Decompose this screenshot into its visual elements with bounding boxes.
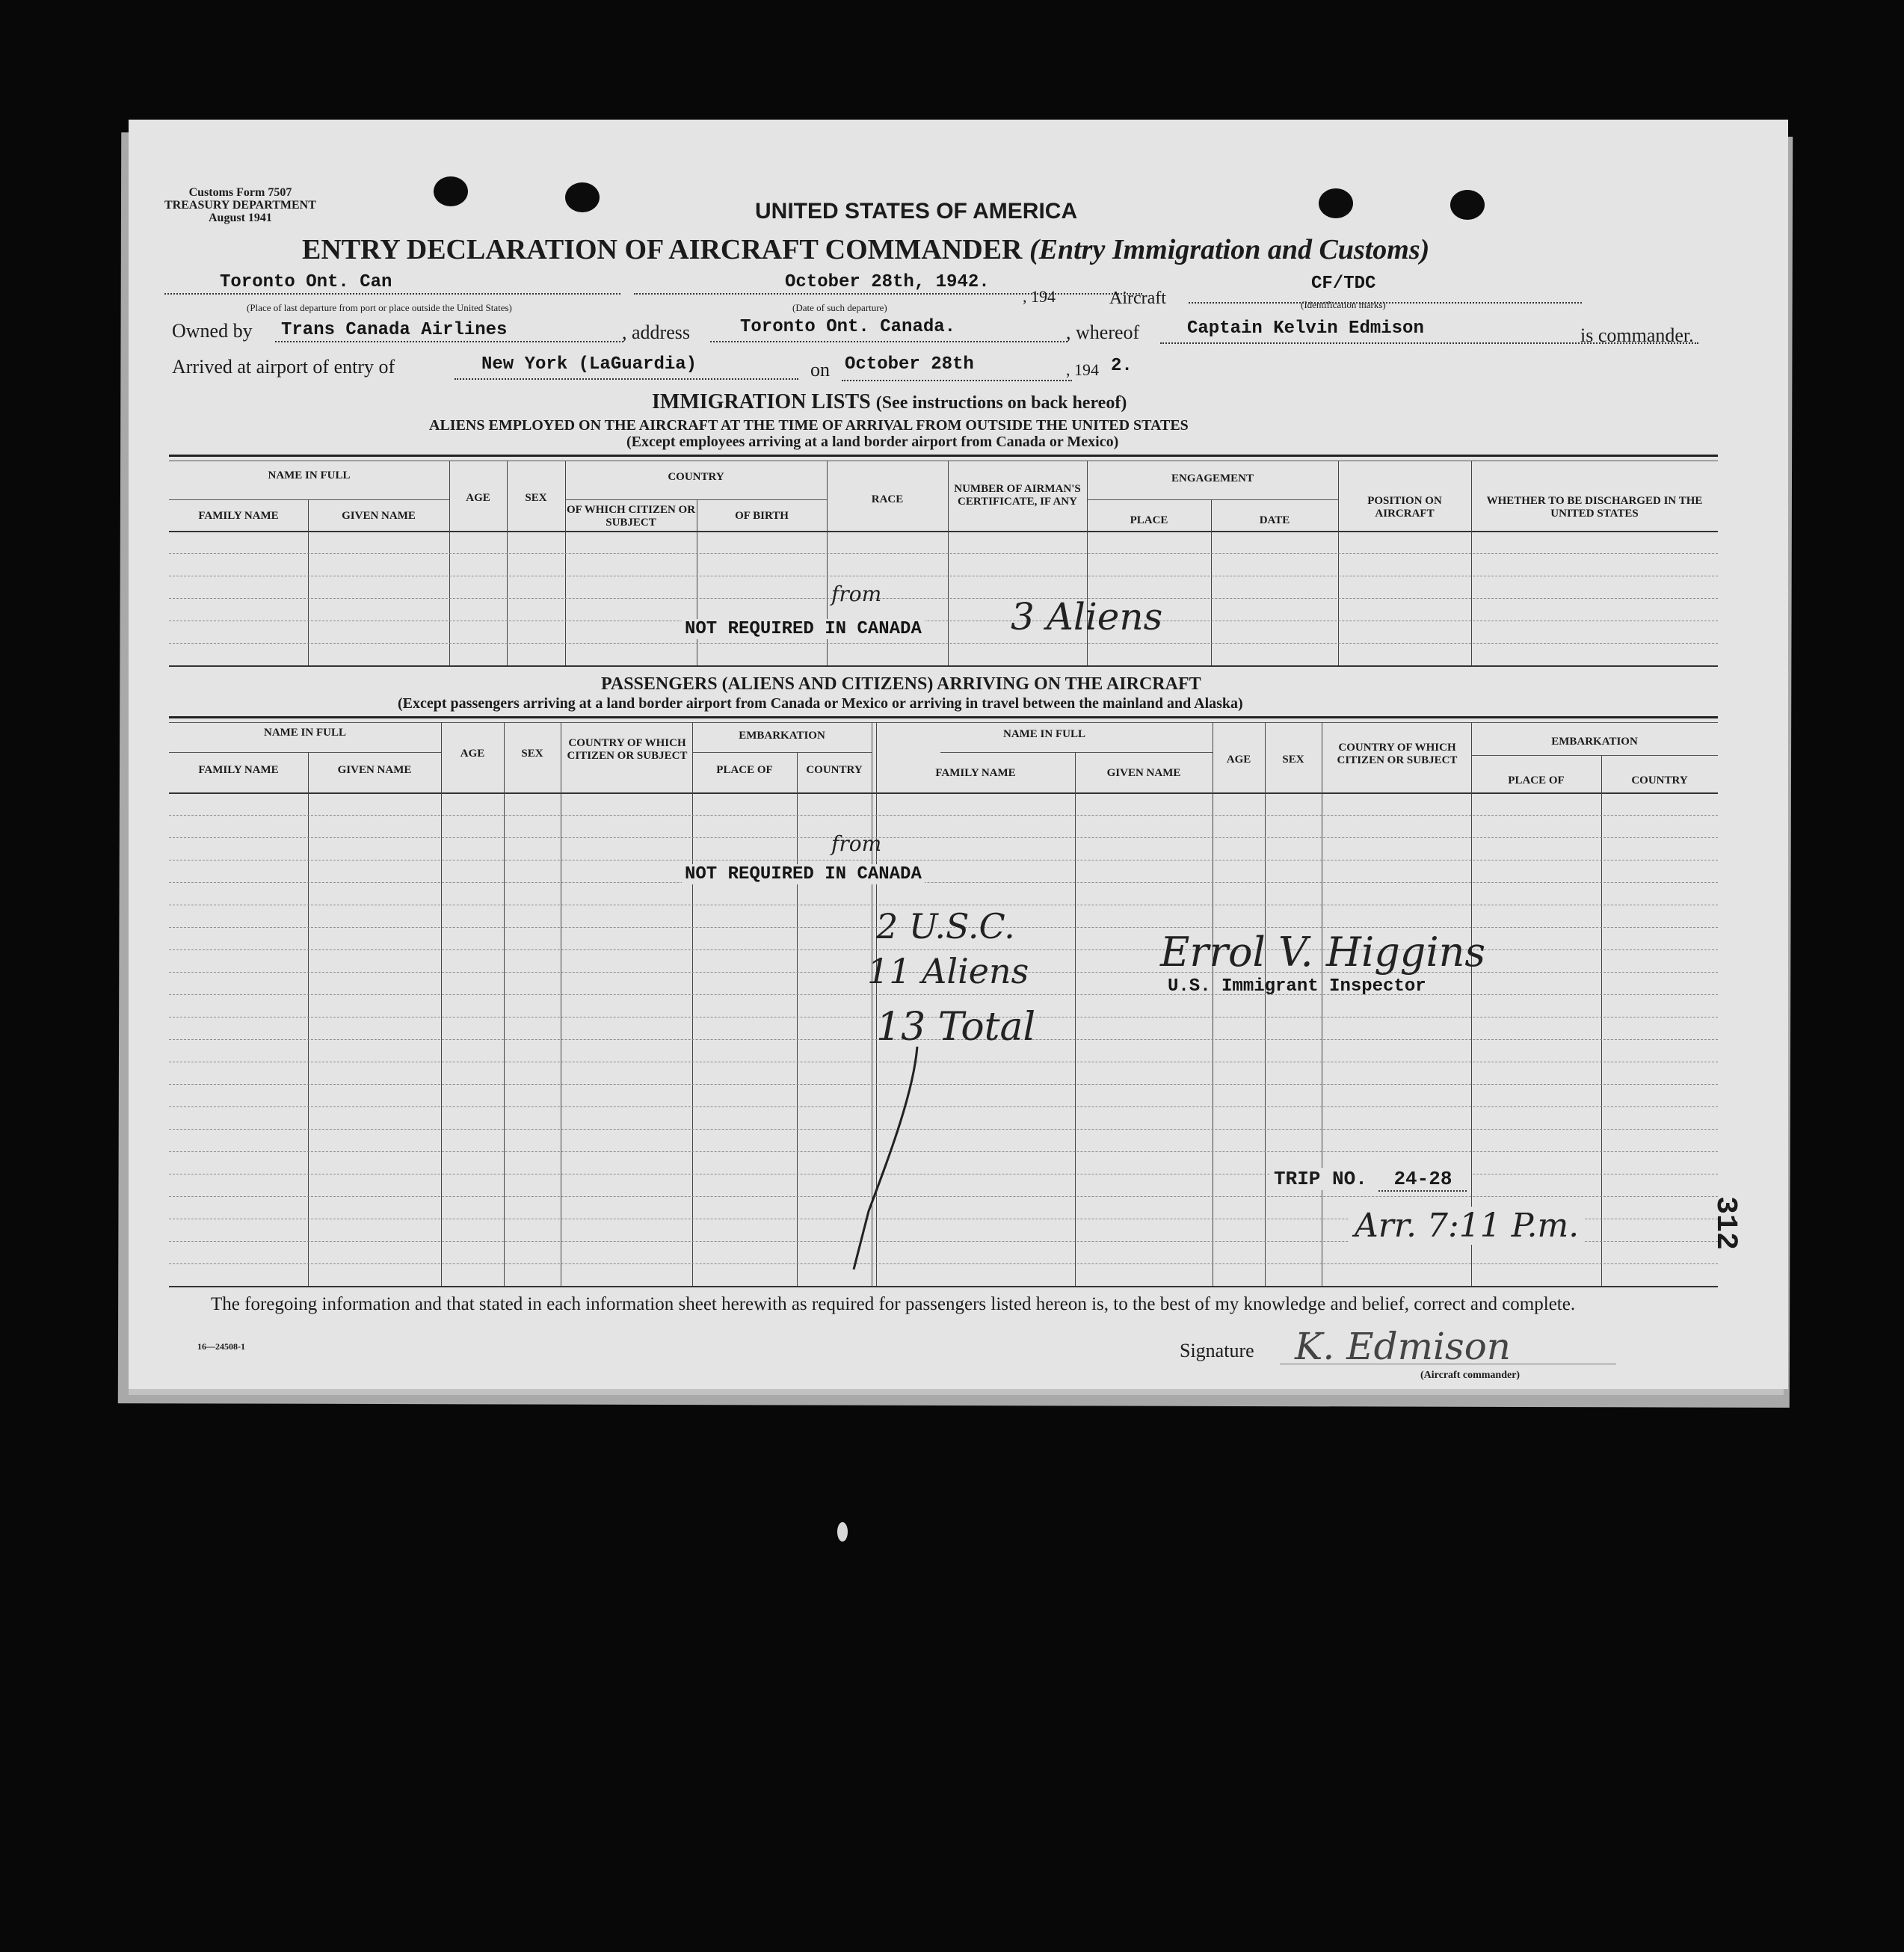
handwritten-stroke [846, 1047, 936, 1271]
col-line [441, 722, 442, 1286]
table-rule [940, 752, 1213, 753]
col-country: COUNTRY [668, 471, 724, 483]
col-line [565, 461, 566, 665]
table-row [169, 1196, 1718, 1197]
handwritten-usc-count: 2 U.S.C. [876, 906, 1015, 946]
col-given-name-2: GIVEN NAME [1106, 767, 1181, 779]
aircraft-caption: (Identification marks) [1301, 299, 1386, 310]
col-line [1075, 752, 1076, 1286]
immigration-subtitle-note: (Except employees arriving at a land border airport from Canada or Mexico) [626, 434, 1119, 450]
year-print: , 194 [1023, 287, 1056, 306]
col-line [692, 722, 693, 1286]
commander-signature: K. Edmison [1295, 1325, 1512, 1368]
col-citizen: OF WHICH CITIZEN OR SUBJECT [566, 504, 696, 529]
punch-hole [1319, 188, 1353, 218]
col-citizen-2: COUNTRY OF WHICH CITIZEN OR SUBJECT [1337, 742, 1458, 767]
inspector-signature: Errol V. Higgins [1160, 929, 1486, 976]
handwritten-aliens-count: 3 Aliens [1011, 595, 1163, 638]
col-age: AGE [460, 748, 485, 760]
arrival-year-typed: 2. [1111, 356, 1133, 376]
arrived-label: Arrived at airport of entry of [172, 356, 395, 378]
col-family-name: FAMILY NAME [198, 510, 279, 522]
table-row [169, 598, 1718, 599]
form-date: August 1941 [208, 211, 272, 224]
col-sex: SEX [521, 748, 543, 760]
departure-date-underline [634, 293, 1142, 295]
table-row [169, 837, 1718, 838]
departure-place-caption: (Place of last departure from port or place outside the United States) [247, 302, 512, 313]
punch-hole [1450, 190, 1485, 220]
immigration-title-note: (See instructions on back hereof) [875, 393, 1127, 413]
col-line [1265, 722, 1266, 1286]
table-rule [1087, 499, 1338, 500]
col-country: COUNTRY [806, 764, 863, 776]
departure-underline [164, 293, 620, 295]
airport-underline [455, 378, 798, 380]
col-race: RACE [871, 493, 904, 505]
col-embarkation-2: EMBARKATION [1551, 736, 1638, 748]
address-label: , address [622, 321, 690, 343]
col-line [1471, 722, 1472, 1286]
form-number: Customs Form 7507 [188, 186, 292, 199]
passengers-note: (Except passengers arriving at a land border airport from Canada or Mexico or arriving in travel between the mainland and Alaska) [398, 695, 1243, 712]
col-place: PLACE [1130, 514, 1168, 526]
table-row [169, 1263, 1718, 1264]
table-row [169, 1084, 1718, 1085]
form-title-sub: (Entry Immigration and Customs) [1029, 234, 1430, 265]
not-required-stamp: NOT REQUIRED IN CANADA [682, 864, 925, 884]
immigration-subtitle: ALIENS EMPLOYED ON THE AIRCRAFT AT THE TIME OF ARRIVAL FROM OUTSIDE THE UNITED STATES [429, 417, 1189, 434]
col-line [308, 752, 309, 1286]
col-family-name: FAMILY NAME [198, 764, 279, 776]
col-given-name: GIVEN NAME [342, 510, 416, 522]
certification-text: The foregoing information and that stated in each information sheet herewith as required for passengers listed hereon is, to the best of my knowledge and belief, correct and complete. [211, 1294, 1576, 1314]
col-age: AGE [466, 492, 490, 504]
immigration-heading [652, 390, 1127, 414]
handwritten-total: 13 Total [876, 1005, 1036, 1050]
airport-value: New York (LaGuardia) [481, 354, 697, 375]
entry-declaration-form [129, 120, 1788, 1389]
table-rule [692, 752, 872, 753]
table-row [169, 949, 1718, 950]
table-row [169, 882, 1718, 883]
page-stamp-number: 312 [1708, 1196, 1742, 1251]
col-name-in-full: NAME IN FULL [268, 469, 351, 481]
table-row [169, 1151, 1718, 1152]
inspector-title: U.S. Immigrant Inspector [1168, 976, 1426, 997]
trip-number [1269, 1168, 1471, 1190]
table-rule [169, 455, 1718, 457]
col-embarkation: EMBARKATION [739, 730, 825, 742]
col-line [1338, 461, 1339, 665]
on-label: on [810, 359, 830, 381]
col-citizen: COUNTRY OF WHICH CITIZEN OR SUBJECT [567, 737, 688, 763]
table-rule [169, 531, 1718, 532]
col-age-2: AGE [1226, 754, 1251, 766]
col-line [1601, 755, 1602, 1286]
arrival-year-print: , 194 [1066, 360, 1099, 379]
table-row [169, 643, 1718, 644]
table-rule [169, 722, 1718, 723]
table-rule [169, 716, 1718, 718]
signature-label: Signature [1180, 1340, 1254, 1361]
owned-by-label: Owned by [172, 320, 253, 342]
col-name-in-full: NAME IN FULL [263, 727, 346, 739]
arrival-time-note: Arr. 7:11 P.m. [1349, 1207, 1585, 1245]
form-title [302, 233, 1429, 266]
col-birth: OF BIRTH [735, 510, 789, 522]
col-line [504, 722, 505, 1286]
trip-no-value: 24-28 [1378, 1168, 1467, 1192]
table-row [169, 1129, 1718, 1130]
is-commander-label: is commander. [1580, 324, 1694, 346]
col-certificate: NUMBER OF AIRMAN'S CERTIFICATE, IF ANY [954, 483, 1081, 508]
punch-hole [565, 182, 600, 212]
table-row [169, 994, 1718, 995]
table-rule [169, 1286, 1718, 1287]
table-row [169, 1106, 1718, 1107]
table-rule [565, 499, 827, 500]
table-rule [169, 752, 441, 753]
col-date: DATE [1259, 514, 1290, 526]
col-given-name: GIVEN NAME [337, 764, 412, 776]
col-place-of-2: PLACE OF [1508, 775, 1565, 786]
punch-hole [434, 176, 468, 206]
table-rule [169, 792, 1718, 794]
col-sex-2: SEX [1282, 754, 1304, 766]
arrival-date-value: October 28th [845, 354, 974, 375]
form-footer-code: 16—24508-1 [197, 1341, 245, 1352]
departure-place-value: Toronto Ont. Can [220, 272, 392, 292]
col-line [797, 752, 798, 1286]
col-line [1471, 461, 1472, 665]
form-title-main: ENTRY DECLARATION OF AIRCRAFT COMMANDER [302, 234, 1023, 265]
col-country-2: COUNTRY [1631, 775, 1688, 786]
col-name-in-full-2: NAME IN FULL [1002, 728, 1085, 740]
table-row [169, 815, 1718, 816]
col-position: POSITION ON AIRCRAFT [1367, 495, 1442, 520]
col-family-name-2: FAMILY NAME [935, 767, 1016, 779]
col-place-of: PLACE OF [716, 764, 773, 776]
table-rule [169, 499, 449, 500]
handwritten-aliens-count: 11 Aliens [867, 951, 1029, 991]
table-rule [169, 665, 1718, 667]
aircraft-id-value: CF/TDC [1311, 274, 1376, 294]
handwritten-from: from [831, 831, 882, 856]
owner-value: Trans Canada Airlines [281, 320, 508, 340]
table-row [169, 553, 1718, 554]
arrival-date-underline [842, 380, 1072, 381]
whereof-label: , whereof [1066, 321, 1140, 343]
col-engagement: ENGAGEMENT [1171, 472, 1254, 484]
departure-date-caption: (Date of such departure) [792, 302, 887, 313]
col-discharged: WHETHER TO BE DISCHARGED IN THE UNITED STATES [1486, 495, 1703, 520]
form-identifier [164, 187, 316, 224]
film-speck [837, 1522, 848, 1542]
department: TREASURY DEPARTMENT [164, 198, 316, 212]
departure-date-value: October 28th, 1942. [785, 272, 990, 292]
address-underline [710, 341, 1067, 342]
table-rule [1471, 755, 1718, 756]
commander-value: Captain Kelvin Edmison [1187, 318, 1424, 339]
passengers-title: PASSENGERS (ALIENS AND CITIZENS) ARRIVING ON THE AIRCRAFT [601, 674, 1201, 694]
signature-caption: (Aircraft commander) [1420, 1370, 1521, 1381]
col-line [308, 499, 309, 665]
owner-underline [275, 341, 623, 342]
not-required-stamp: NOT REQUIRED IN CANADA [682, 619, 925, 639]
address-value: Toronto Ont. Canada. [740, 317, 956, 337]
immigration-title: IMMIGRATION LISTS [652, 390, 871, 413]
handwritten-from: from [831, 582, 882, 606]
col-sex: SEX [525, 492, 547, 504]
country-heading: UNITED STATES OF AMERICA [755, 199, 1078, 224]
trip-label: TRIP NO. [1274, 1168, 1367, 1190]
aircraft-label: Aircraft [1109, 289, 1166, 308]
